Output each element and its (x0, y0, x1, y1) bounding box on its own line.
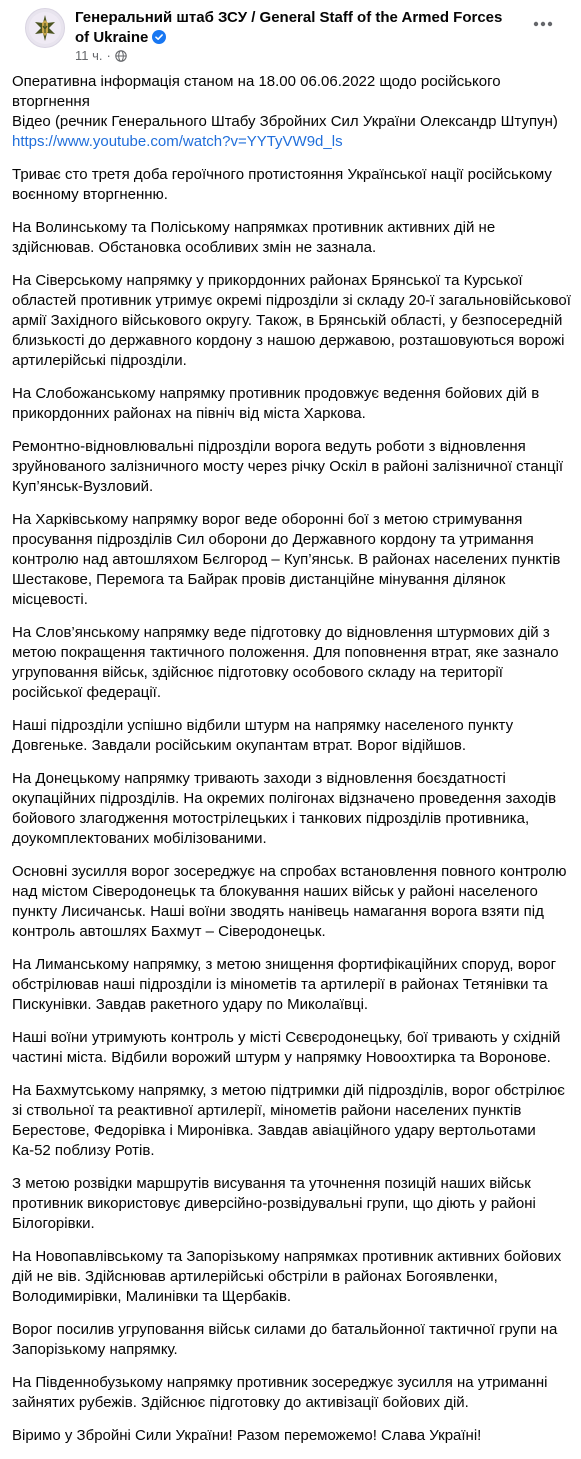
globe-icon[interactable] (115, 50, 127, 66)
post-timestamp[interactable]: 11 ч. (75, 48, 103, 63)
post-paragraph: Ворог посилив угруповання військ силами до батальйонної тактичної групи на Запорізькому напрямку. (12, 1321, 558, 1358)
post-paragraph: Основні зусилля ворог зосереджує на спробах встановлення повного контролю над містом Сіверодонецьк та блокування наших військ у районі населеного пункту Лисичанськ. Наші воїни зводять нанівець намагання ворога взяти під контроль автошлях Бахмут – Сіверодонецьк. (12, 863, 567, 940)
intro-headline: Оперативна інформація станом на 18.00 06.06.2022 щодо російського вторгнення (12, 73, 501, 110)
post-meta (75, 48, 127, 66)
more-options-icon (533, 21, 553, 27)
verified-badge-icon (152, 30, 166, 50)
post-paragraph: На Південнобузькому напрямку противник зосереджує зусилля на утриманні зайнятих рубежів. Здійснює підготовку до активізації бойових дій. (12, 1374, 548, 1411)
post-paragraph: На Бахмутському напрямку, з метою підтримки дій підрозділів, ворог обстрілює зі ствольної та реактивної артилерії, мінометів райони населених пунктів Берестове, Федорівка і Миронівка. Завдав авіаційного удару вертольотами Ка-52 поблизу Ротів. (12, 1082, 565, 1159)
post-paragraph: Наші воїни утримують контроль у місті Сєвєродонецьку, бої тривають у східній частині міста. Відбили ворожий штурм у напрямку Новоохтирка та Воронове. (12, 1029, 561, 1066)
post-paragraph: Віримо у Збройні Сили України! Разом переможемо! Слава Україні! (12, 1427, 482, 1444)
post-paragraph: На Донецькому напрямку тривають заходи з відновлення боєздатності окупаційних підрозділів. На окремих полігонах відзначено проведення заходів бойового злагодження мотострілецьких і танкових підрозділів противника, доукомплектованих мобілізованими. (12, 770, 557, 847)
page-name[interactable] (75, 8, 515, 50)
post-paragraph: Наші підрозділи успішно відбили штурм на напрямку населеного пункту Довгеньке. Завдали російським окупантам втрат. Ворог відійшов. (12, 717, 514, 754)
post-paragraph: Ремонтно-відновлювальні підрозділи ворога ведуть роботи з відновлення зруйнованого залізничного мосту через річку Оскіл в районі залізничної станції Куп’янськ-Вузловий. (12, 438, 564, 495)
page-avatar[interactable] (25, 8, 65, 48)
post-paragraph: Триває сто третя доба героїчного протистояння Української нації російському воєнному вторгненню. (12, 166, 552, 203)
post-paragraph: На Волинському та Поліському напрямках противник активних дій не здійснював. Обстановка особливих змін не зазнала. (12, 219, 496, 256)
meta-separator: · (106, 48, 111, 63)
post-body (12, 72, 572, 1459)
post-paragraph: На Сіверському напрямку у прикордонних районах Брянської та Курської областей противник утримує окремі підрозділи зі складу 20-ї загальновійськової армії Західного військового округу. Також, в Брянській області, у безпосередній близькості до державного кордону з нашою державою, розташовуються ворожі артилерійські підрозділи. (12, 272, 571, 369)
post-header (12, 0, 569, 68)
post-paragraph: На Харківському напрямку ворог веде оборонні бої з метою стримування просування підрозділів Сил оборони до Державного кордону та утримання контролю над автошляхом Бєлгород – Куп’янськ. В районах населених пунктів Шестакове, Перемога та Байрак провів дистанційне мінування ділянок місцевості. (12, 511, 561, 608)
video-link[interactable]: https://www.youtube.com/watch?v=YYTyVW9d_ls (12, 133, 343, 150)
armed-forces-emblem-icon (28, 11, 62, 45)
post-paragraph: На Слов’янському напрямку веде підготовку до відновлення штурмових дій з метою покращення тактичного положення. Для поповнення втрат, яке зазнало угруповання військ, здійснює підготовку особового складу на території російської федерації. (12, 624, 559, 701)
intro-video-caption: Відео (речник Генерального Штабу Збройних Сил України Олександр Штупун) (12, 113, 558, 130)
post-paragraph: На Новопавлівському та Запорізькому напрямках противник активних бойових дій не вів. Здійснював артилерійські обстріли в районах Богоявленки, Володимирівки, Малинівки та Щербаків. (12, 1248, 562, 1305)
post-paragraph: На Слобожанському напрямку противник продовжує ведення бойових дій в прикордонних районах на північ від міста Харкова. (12, 385, 540, 422)
intro-paragraph (12, 72, 572, 152)
post-paragraph: На Лиманському напрямку, з метою знищення фортифікаційних споруд, ворог обстрілював наші підрозділи із мінометів та артилерії в районах Тетянівки та Пискунівки. Завдав ракетного удару по Миколаївці. (12, 956, 557, 1013)
page-name-text[interactable]: Генеральний штаб ЗСУ / General Staff of the Armed Forces of Ukraine (75, 9, 503, 46)
post-paragraphs (12, 165, 572, 1446)
more-options-button[interactable] (525, 12, 561, 36)
post-paragraph: З метою розвідки маршрутів висування та уточнення позицій наших військ противник використовує диверсійно-розвідувальні групи, що діють у районі Білогорівки. (12, 1175, 536, 1232)
